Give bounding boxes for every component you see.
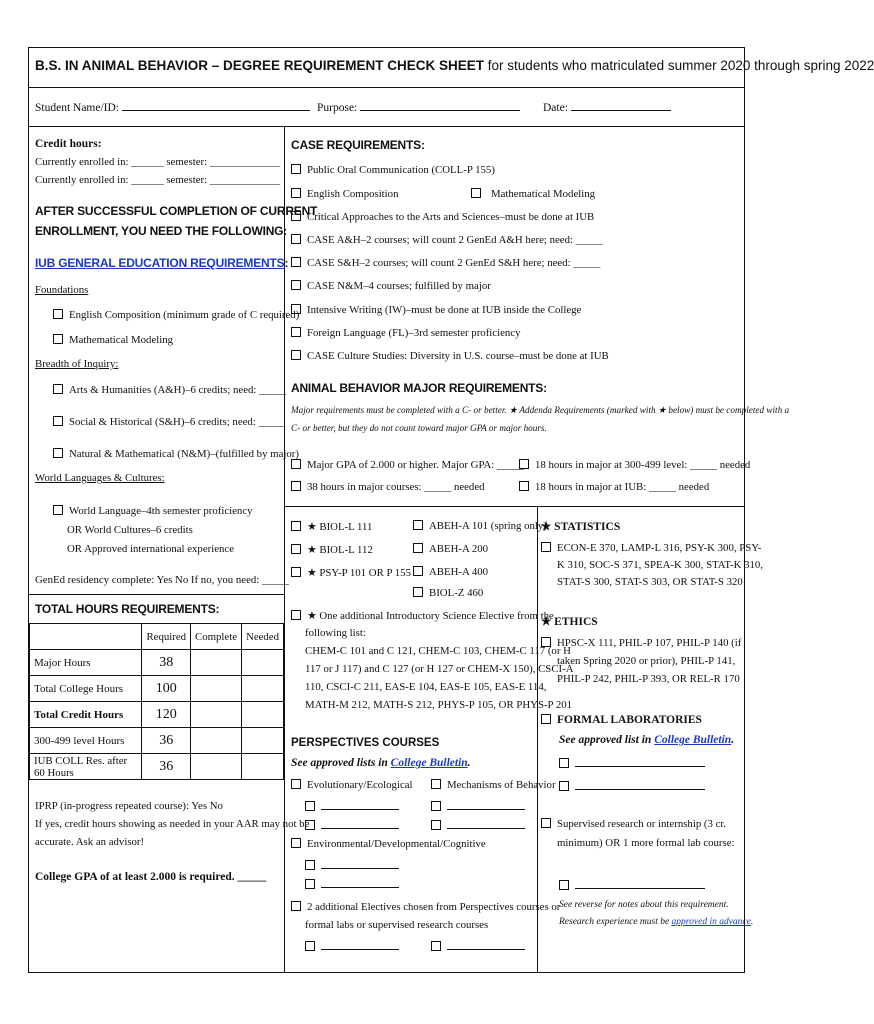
college-gpa-line[interactable]: College GPA of at least 2.000 is required. _____ xyxy=(35,871,267,883)
complete-cell[interactable] xyxy=(191,650,242,676)
checkbox[interactable] xyxy=(413,543,423,553)
course-entry[interactable] xyxy=(431,818,525,832)
needed-cell[interactable] xyxy=(242,754,284,780)
checkbox[interactable] xyxy=(559,781,569,791)
math-modeling-item[interactable]: Mathematical Modeling xyxy=(53,334,173,346)
course-entry[interactable] xyxy=(431,939,525,953)
ifyes-note: If yes, credit hours showing as needed in your AAR may not be xyxy=(35,818,310,830)
hours-iub-item[interactable]: 18 hours in major at IUB: _____ needed xyxy=(519,481,709,493)
college-bulletin-link[interactable]: College Bulletin xyxy=(654,734,732,746)
ethics-item[interactable]: HPSC-X 111, PHIL-P 107, PHIL-P 140 (if xyxy=(541,637,741,649)
college-bulletin-link[interactable]: College Bulletin xyxy=(390,757,468,769)
major-note: Major requirements must be completed with a C- or better. ★ Addenda Requirements (marked with ★ below) must be completed with a xyxy=(291,405,790,415)
supervised-research-item[interactable]: Supervised research or internship (3 cr. xyxy=(541,818,726,830)
statistics-text: STAT-S 300, STAT-S 303, OR STAT-S 320 xyxy=(557,576,743,588)
biol-l111-item[interactable]: ★ BIOL-L 111 xyxy=(291,520,372,533)
checkbox[interactable] xyxy=(291,280,301,290)
checkbox[interactable] xyxy=(291,838,301,848)
or-world-cultures: OR World Cultures–6 credits xyxy=(67,524,193,536)
after-heading: AFTER SUCCESSFUL COMPLETION OF CURRENT xyxy=(35,204,318,218)
intro-science-text: MATH-M 212, MATH-S 212, PHYS-P 105, OR PHYS-P 201 xyxy=(305,699,573,711)
checkbox[interactable] xyxy=(53,448,63,458)
purpose-field[interactable]: Purpose: xyxy=(317,100,520,114)
complete-cell[interactable] xyxy=(191,728,242,754)
checkbox[interactable] xyxy=(541,714,551,724)
checkbox[interactable] xyxy=(291,521,301,531)
table-row xyxy=(30,702,284,728)
checkbox[interactable] xyxy=(305,860,315,870)
english-comp-item[interactable]: English Composition (minimum grade of C required) xyxy=(53,309,299,321)
needed-cell[interactable] xyxy=(242,676,284,702)
checkbox[interactable] xyxy=(291,327,301,337)
checkbox[interactable] xyxy=(291,257,301,267)
checkbox[interactable] xyxy=(431,820,441,830)
checkbox[interactable] xyxy=(291,567,301,577)
abeh-a400-item[interactable]: ABEH-A 400 xyxy=(413,566,488,578)
course-entry[interactable] xyxy=(305,818,399,832)
checkbox[interactable] xyxy=(53,416,63,426)
page-title: B.S. IN ANIMAL BEHAVIOR – DEGREE REQUIREMENT CHECK SHEET for students who matriculated summer 2020 through spring 2022 xyxy=(35,58,874,73)
statistics-item[interactable]: ECON-E 370, LAMP-L 316, PSY-K 300, PSY- xyxy=(541,542,761,554)
world-lang-item[interactable]: World Language–4th semester proficiency xyxy=(53,505,253,517)
biol-z460-item[interactable]: BIOL-Z 460 xyxy=(413,587,483,599)
psy-p101-item[interactable]: ★ PSY-P 101 OR P 155 xyxy=(291,566,411,579)
statistics-heading: ★ STATISTICS xyxy=(541,521,621,533)
additional-electives-text: formal labs or supervised research courses xyxy=(305,919,489,931)
needed-cell[interactable] xyxy=(242,650,284,676)
iprp-line[interactable]: IPRP (in-progress repeated course): Yes No xyxy=(35,800,223,812)
needed-cell[interactable] xyxy=(242,702,284,728)
case-item[interactable]: Foreign Language (FL)–3rd semester proficiency xyxy=(291,327,520,339)
intro-science-text: following list: xyxy=(305,627,366,639)
total-hours-heading: TOTAL HOURS REQUIREMENTS: xyxy=(35,602,220,616)
course-entry[interactable] xyxy=(305,877,399,891)
check-sheet xyxy=(28,47,874,973)
checkbox[interactable] xyxy=(519,459,529,469)
approved-in-advance-link[interactable]: approved in advance xyxy=(671,917,751,927)
checkbox[interactable] xyxy=(541,637,551,647)
date-field[interactable]: Date: xyxy=(543,100,671,114)
required-value: 38 xyxy=(142,650,191,676)
or-intl-experience: OR Approved international experience xyxy=(67,543,234,555)
student-name-field[interactable]: Student Name/ID: xyxy=(35,100,310,114)
checkbox[interactable] xyxy=(291,188,301,198)
credit-hours-label: Credit hours: xyxy=(35,138,102,150)
intro-science-item[interactable]: ★ One additional Introductory Science Elective from the xyxy=(291,609,554,622)
checkbox[interactable] xyxy=(413,587,423,597)
table-header: Required xyxy=(142,624,191,650)
checkbox[interactable] xyxy=(519,481,529,491)
checkbox[interactable] xyxy=(305,941,315,951)
mechanisms-item[interactable]: Mechanisms of Behavior xyxy=(431,779,556,791)
statistics-text: K 310, SOC-S 371, SPEA-K 300, STAT-K 310, xyxy=(557,559,763,571)
checkbox[interactable] xyxy=(53,505,63,515)
case-item[interactable]: Critical Approaches to the Arts and Sciences–must be done at IUB xyxy=(291,211,594,223)
case-item[interactable]: CASE Culture Studies: Diversity in U.S. course–must be done at IUB xyxy=(291,350,609,362)
ethics-text: taken Spring 2020 or prior), PHIL-P 141, xyxy=(557,655,736,667)
checkbox[interactable] xyxy=(305,801,315,811)
supervised-research-text: minimum) OR 1 more formal lab course: xyxy=(557,837,735,849)
checkbox[interactable] xyxy=(291,610,301,620)
complete-cell[interactable] xyxy=(191,676,242,702)
enrolled-line[interactable]: Currently enrolled in: ______ semester: _____________ xyxy=(35,174,280,186)
checkbox[interactable] xyxy=(431,779,441,789)
required-value: 36 xyxy=(142,754,191,780)
checkbox[interactable] xyxy=(53,334,63,344)
major-heading: ANIMAL BEHAVIOR MAJOR REQUIREMENTS: xyxy=(291,381,547,395)
required-value: 100 xyxy=(142,676,191,702)
checkbox[interactable] xyxy=(305,820,315,830)
checkbox[interactable] xyxy=(291,459,301,469)
table-row xyxy=(30,650,284,676)
checkbox[interactable] xyxy=(53,384,63,394)
required-value: 36 xyxy=(142,728,191,754)
perspectives-heading: PERSPECTIVES COURSES xyxy=(291,737,440,749)
checkbox[interactable] xyxy=(431,801,441,811)
required-value: 120 xyxy=(142,702,191,728)
row-label: Total Credit Hours xyxy=(30,702,142,728)
research-entry[interactable] xyxy=(559,878,705,892)
research-experience-note: Research experience must be approved in advance. xyxy=(559,917,754,927)
perspectives-note: See approved lists in College Bulletin. xyxy=(291,757,471,769)
case-item[interactable]: Mathematical Modeling xyxy=(471,188,595,200)
checkbox[interactable] xyxy=(291,304,301,314)
abeh-a101-item[interactable]: ABEH-A 101 (spring only) xyxy=(413,520,547,532)
formal-labs-note: See approved list in College Bulletin. xyxy=(559,734,735,746)
divider xyxy=(29,126,744,127)
major-note: C- or better, but they do not count toward major GPA or major hours. xyxy=(291,423,547,433)
iub-gened-heading: IUB GENERAL EDUCATION REQUIREMENTS: xyxy=(35,256,289,270)
hours-table xyxy=(29,623,284,780)
row-label: 300-499 level Hours xyxy=(30,728,142,754)
intro-science-text: 117 or J 117) and C 127 (or H 127 or CHEM-X 150), CSCI-A xyxy=(305,663,574,675)
divider xyxy=(29,87,744,88)
column-divider xyxy=(284,126,285,972)
course-entry[interactable] xyxy=(305,939,399,953)
evolutionary-item[interactable]: Evolutionary/Ecological xyxy=(291,779,413,791)
case-item[interactable]: Intensive Writing (IW)–must be done at IUB inside the College xyxy=(291,304,581,316)
enrolled-line[interactable]: Currently enrolled in: ______ semester: _____________ xyxy=(35,156,280,168)
social-hist-item[interactable]: Social & Historical (S&H)–6 credits; need: _____ xyxy=(53,416,286,428)
table-row xyxy=(30,754,284,780)
case-item[interactable]: CASE A&H–2 courses; will count 2 GenEd A&H here; need: _____ xyxy=(291,234,603,246)
checkbox[interactable] xyxy=(305,879,315,889)
hours-38-item[interactable]: 38 hours in major courses: _____ needed xyxy=(291,481,485,493)
formal-lab-entry[interactable] xyxy=(559,779,705,793)
case-item[interactable]: CASE N&M–4 courses; fulfilled by major xyxy=(291,280,491,292)
case-heading: CASE REQUIREMENTS: xyxy=(291,138,425,152)
checkbox[interactable] xyxy=(471,188,481,198)
needed-cell[interactable] xyxy=(242,728,284,754)
checkbox[interactable] xyxy=(291,164,301,174)
course-entry[interactable] xyxy=(431,799,525,813)
formal-lab-entry[interactable] xyxy=(559,756,705,770)
table-header: Complete xyxy=(191,624,242,650)
row-label: Major Hours xyxy=(30,650,142,676)
after-heading: ENROLLMENT, YOU NEED THE FOLLOWING: xyxy=(35,224,288,238)
checkbox[interactable] xyxy=(291,481,301,491)
case-item[interactable]: CASE S&H–2 courses; will count 2 GenEd S&H here; need: _____ xyxy=(291,257,600,269)
row-label: Total College Hours xyxy=(30,676,142,702)
divider xyxy=(29,594,284,595)
ethics-text: PHIL-P 242, PHIL-P 393, OR REL-R 170 xyxy=(557,673,740,685)
see-reverse-note: See reverse for notes about this requirement. xyxy=(559,900,729,910)
checkbox[interactable] xyxy=(291,901,301,911)
breadth-label: Breadth of Inquiry: xyxy=(35,358,119,370)
biol-l112-item[interactable]: ★ BIOL-L 112 xyxy=(291,543,373,556)
arts-hum-item[interactable]: Arts & Humanities (A&H)–6 credits; need: _____ xyxy=(53,384,286,396)
abeh-a200-item[interactable]: ABEH-A 200 xyxy=(413,543,488,555)
table-row xyxy=(30,728,284,754)
checkbox[interactable] xyxy=(431,941,441,951)
natural-math-item[interactable]: Natural & Mathematical (N&M)–(fulfilled by major) xyxy=(53,448,299,460)
checkbox[interactable] xyxy=(53,309,63,319)
course-entry[interactable] xyxy=(305,858,399,872)
checkbox[interactable] xyxy=(541,818,551,828)
formal-labs-heading: FORMAL LABORATORIES xyxy=(541,714,702,726)
checkbox[interactable] xyxy=(291,234,301,244)
checkbox[interactable] xyxy=(413,566,423,576)
table-header: Needed xyxy=(242,624,284,650)
case-item[interactable]: English Composition xyxy=(291,188,398,200)
checkbox[interactable] xyxy=(291,211,301,221)
row-label: IUB COLL Res. after 60 Hours xyxy=(30,754,142,780)
foundations-label: Foundations xyxy=(35,284,89,296)
divider xyxy=(284,506,744,507)
ifyes-note: accurate. Ask an advisor! xyxy=(35,836,145,848)
environmental-item[interactable]: Environmental/Developmental/Cognitive xyxy=(291,838,486,850)
table-header-blank xyxy=(30,624,142,650)
checkbox[interactable] xyxy=(541,542,551,552)
checkbox[interactable] xyxy=(413,520,423,530)
complete-cell[interactable] xyxy=(191,702,242,728)
course-entry[interactable] xyxy=(305,799,399,813)
checkbox[interactable] xyxy=(559,758,569,768)
complete-cell[interactable] xyxy=(191,754,242,780)
intro-science-text: 110, CSCI-C 211, EAS-E 104, EAS-E 105, EAS-E 114, xyxy=(305,681,547,693)
major-gpa-item[interactable]: Major GPA of 2.000 or higher. Major GPA: _____ xyxy=(291,459,524,471)
hours-300-item[interactable]: 18 hours in major at 300-499 level: _____ needed xyxy=(519,459,750,471)
additional-electives-item[interactable]: 2 additional Electives chosen from Perspectives courses or xyxy=(291,901,560,913)
case-item[interactable]: Public Oral Communication (COLL-P 155) xyxy=(291,164,495,176)
checkbox[interactable] xyxy=(291,544,301,554)
residency-line[interactable]: GenEd residency complete: Yes No If no, you need: _____ xyxy=(35,574,289,586)
checkbox[interactable] xyxy=(559,880,569,890)
world-lang-label: World Languages & Cultures: xyxy=(35,472,165,484)
intro-science-text: CHEM-C 101 and C 121, CHEM-C 103, CHEM-C 117 (or H xyxy=(305,645,571,657)
checkbox[interactable] xyxy=(291,779,301,789)
checkbox[interactable] xyxy=(291,350,301,360)
table-row xyxy=(30,676,284,702)
ethics-heading: ★ ETHICS xyxy=(541,616,598,628)
